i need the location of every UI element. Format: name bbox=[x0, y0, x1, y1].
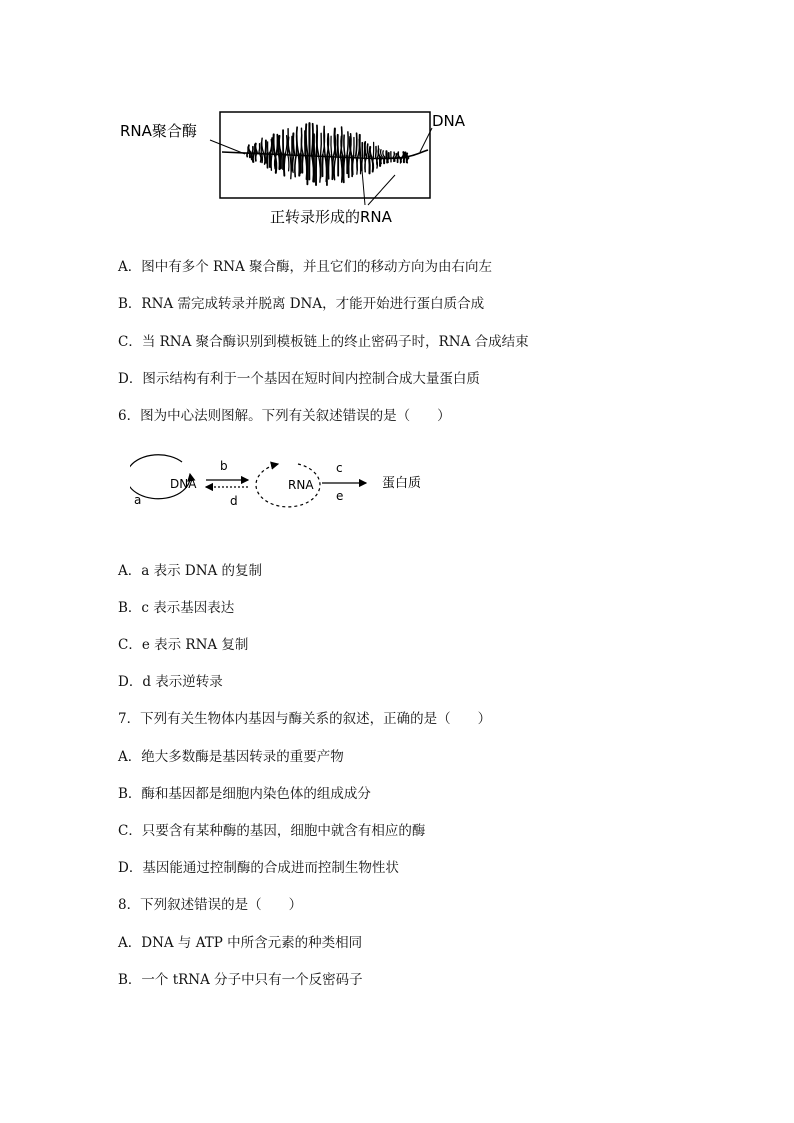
transcription-figure bbox=[110, 100, 490, 235]
node-rna: RNA bbox=[288, 478, 314, 492]
label-e: e bbox=[336, 489, 344, 503]
label-dna: DNA bbox=[432, 112, 466, 130]
q7-option-a: A．绝大多数酶是基因转录的重要产物 bbox=[118, 749, 344, 765]
label-d: d bbox=[230, 494, 238, 508]
q8-option-a: A．DNA 与 ATP 中所含元素的种类相同 bbox=[118, 935, 363, 951]
label-c: c bbox=[336, 461, 343, 475]
q7-option-b: B．酶和基因都是细胞内染色体的组成成分 bbox=[118, 786, 371, 802]
q5-option-d: D．图示结构有利于一个基因在短时间内控制合成大量蛋白质 bbox=[118, 371, 480, 387]
central-dogma-diagram bbox=[130, 452, 450, 522]
q5-option-a: A．图中有多个 RNA 聚合酶，并且它们的移动方向为由右向左 bbox=[118, 259, 493, 275]
label-rna-polymerase: RNA聚合酶 bbox=[120, 122, 197, 140]
q7-option-c: C．只要含有某种酶的基因，细胞中就含有相应的酶 bbox=[118, 823, 426, 839]
q8-stem: 8．下列叙述错误的是（ ） bbox=[118, 897, 303, 913]
q7-option-d: D．基因能通过控制酶的合成进而控制生物性状 bbox=[118, 860, 399, 876]
label-rna-transcript: 正转录形成的RNA bbox=[270, 208, 392, 226]
q5-option-b: B．RNA 需完成转录并脱离 DNA，才能开始进行蛋白质合成 bbox=[118, 296, 485, 312]
q6-option-b: B．c 表示基因表达 bbox=[118, 600, 235, 616]
q6-option-c: C．e 表示 RNA 复制 bbox=[118, 637, 249, 653]
label-b: b bbox=[220, 459, 228, 473]
q8-option-b: B．一个 tRNA 分子中只有一个反密码子 bbox=[118, 972, 363, 988]
label-a: a bbox=[134, 493, 142, 507]
node-protein: 蛋白质 bbox=[382, 476, 422, 491]
q6-option-d: D．d 表示逆转录 bbox=[118, 674, 223, 690]
q6-stem: 6．图为中心法则图解。下列有关叙述错误的是（ ） bbox=[118, 408, 451, 424]
q6-option-a: A．a 表示 DNA 的复制 bbox=[118, 563, 263, 579]
q7-stem: 7．下列有关生物体内基因与酶关系的叙述，正确的是（ ） bbox=[118, 711, 492, 727]
node-dna: DNA bbox=[170, 477, 197, 491]
q5-option-c: C．当 RNA 聚合酶识别到模板链上的终止密码子时，RNA 合成结束 bbox=[118, 334, 529, 350]
